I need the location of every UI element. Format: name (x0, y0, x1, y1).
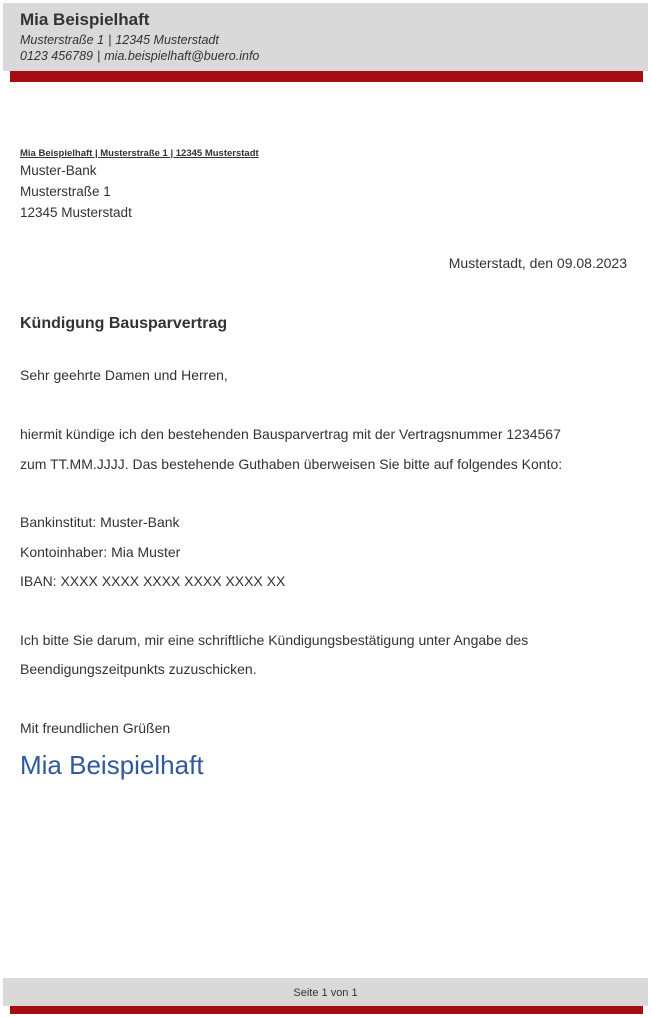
letterhead (3, 3, 648, 71)
salutation: Sehr geehrte Damen und Herren, (20, 367, 228, 383)
letterhead-address (20, 33, 219, 47)
letterhead-phone: 0123 456789 (20, 49, 93, 63)
body-line-2: zum TT.MM.JJJJ. Das bestehende Guthaben überweisen Sie bitte auf folgendes Konto: (20, 456, 563, 472)
closing: Mit freundlichen Grüßen (20, 720, 171, 736)
footer-accent-bar (10, 1006, 643, 1014)
letterhead-separator: | (97, 49, 101, 63)
recipient-name: Muster-Bank (20, 163, 97, 178)
recipient-street: Musterstraße 1 (20, 184, 111, 199)
letter-subject: Kündigung Bausparvertrag (20, 315, 228, 332)
header-accent-bar (10, 71, 643, 82)
letterhead-name: Mia Beispielhaft (20, 10, 150, 29)
letter-date: Musterstadt, den 09.08.2023 (448, 255, 627, 271)
signature: Mia Beispielhaft (20, 750, 204, 780)
letterhead-contact (20, 49, 259, 63)
body-line-1: hiermit kündige ich den bestehenden Bausparvertrag mit der Vertragsnummer 1234567 (20, 426, 561, 442)
account-holder: Kontoinhaber: Mia Muster (20, 544, 181, 560)
page-number: Seite 1 von 1 (293, 987, 358, 999)
page-footer (3, 978, 648, 1006)
letterhead-city: 12345 Musterstadt (115, 33, 219, 47)
account-bank: Bankinstitut: Muster-Bank (20, 514, 180, 530)
request-line-2: Beendigungszeitpunkts zuzuschicken. (20, 661, 257, 677)
letterhead-email: mia.beispielhaft@buero.info (104, 49, 260, 63)
letterhead-street: Musterstraße 1 (20, 33, 105, 47)
request-line-1: Ich bitte Sie darum, mir eine schriftliche Kündigungsbestätigung unter Angabe des (20, 632, 529, 648)
account-iban: IBAN: XXXX XXXX XXXX XXXX XXXX XX (20, 573, 286, 589)
sender-return-address: Mia Beispielhaft | Musterstraße 1 | 12345 Musterstadt (20, 148, 259, 159)
letterhead-separator: | (108, 33, 112, 47)
recipient-city: 12345 Musterstadt (20, 205, 132, 220)
